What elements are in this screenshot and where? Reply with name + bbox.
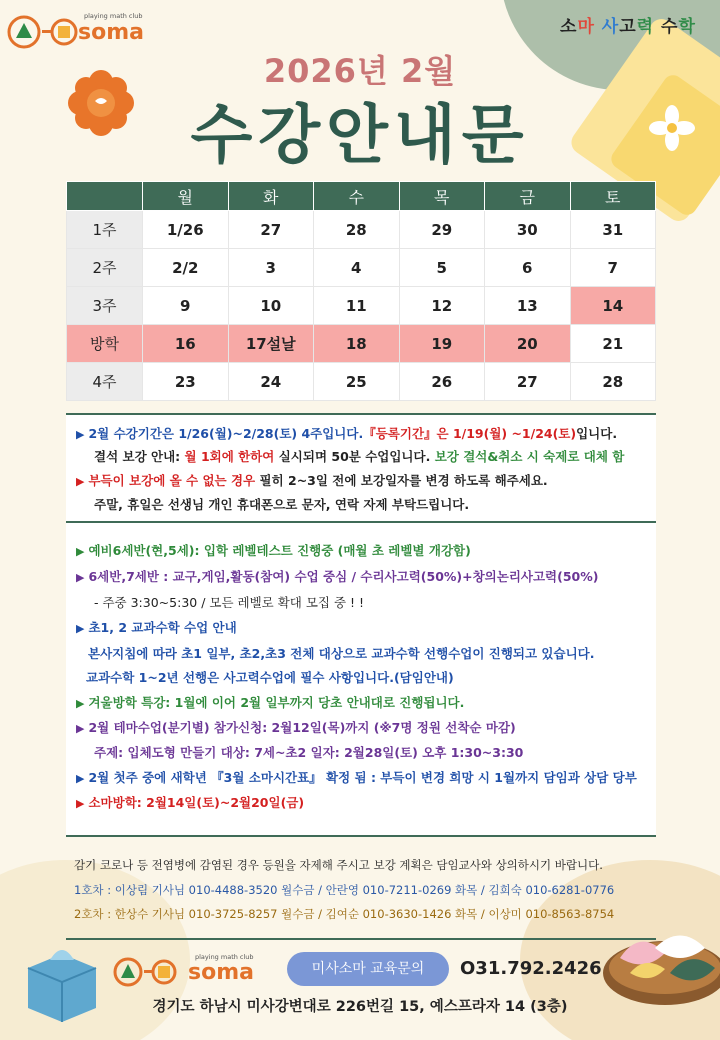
info-line-vacation bbox=[76, 795, 304, 812]
info-line-required: 교과수학 1~2년 선행은 사고력수업에 필수 사항입니다.(담임안내) bbox=[86, 670, 454, 685]
info-text: 2월 테마수업(분기별) 참가신청: 2월12일(목)까지 (※7명 정원 선착순 마감) bbox=[88, 720, 516, 735]
date-cell: 5 bbox=[399, 249, 485, 287]
triangle-bullet-icon: ▶ bbox=[76, 622, 85, 635]
calendar-header-row bbox=[67, 182, 656, 211]
date-cell: 10 bbox=[228, 287, 314, 325]
info-line-winter bbox=[76, 695, 464, 712]
address: 경기도 하남시 미사강변대로 226번길 15, 예스프라자 14 (3층) bbox=[152, 999, 568, 1015]
date-cell-holiday: 18 bbox=[314, 325, 400, 363]
info-text-highlight: 『등록기간』은 1/19(월) ~1/24(토) bbox=[363, 426, 577, 441]
brand-char: 사 bbox=[601, 17, 620, 37]
date-cell-holiday: 17설날 bbox=[228, 325, 314, 363]
triangle-bullet-icon: ▶ bbox=[76, 797, 85, 810]
date-cell: 26 bbox=[399, 363, 485, 401]
info-line-makeup bbox=[94, 449, 624, 465]
week-label: 1주 bbox=[67, 211, 143, 249]
info-text: 예비6세반(현,5세): 입학 레벨테스트 진행중 (매월 초 레벨별 개강함) bbox=[88, 543, 471, 558]
date-cell-holiday: 16 bbox=[143, 325, 229, 363]
info-line-pre6 bbox=[76, 543, 471, 560]
info-text-highlight: 부득이 보강에 올 수 없는 경우 bbox=[88, 473, 256, 488]
footer-logo-wordmark: soma bbox=[188, 960, 254, 985]
info-text-highlight: 보강 결석&취소 시 숙제로 대체 함 bbox=[434, 449, 625, 464]
day-header: 토 bbox=[570, 182, 656, 211]
info-line-theme bbox=[76, 720, 516, 737]
date-cell: 2/2 bbox=[143, 249, 229, 287]
date-cell: 29 bbox=[399, 211, 485, 249]
section-divider bbox=[66, 521, 656, 523]
logo-tagline: playing math club bbox=[84, 12, 143, 20]
day-header: 화 bbox=[228, 182, 314, 211]
date-cell: 27 bbox=[228, 211, 314, 249]
info-text: 결석 보강 안내: bbox=[94, 449, 185, 464]
brand-char: 마 bbox=[577, 17, 595, 37]
week-row bbox=[67, 287, 656, 325]
logo-wordmark: soma bbox=[78, 20, 144, 45]
date-cell: 1/26 bbox=[143, 211, 229, 249]
date-cell-holiday: 19 bbox=[399, 325, 485, 363]
date-cell: 27 bbox=[485, 363, 571, 401]
info-text-highlight: 월 1회에 한하여 bbox=[184, 449, 275, 464]
week-label: 4주 bbox=[67, 363, 143, 401]
triangle-bullet-icon: ▶ bbox=[76, 772, 85, 785]
info-text: 입니다. bbox=[576, 426, 618, 441]
date-cell: 4 bbox=[314, 249, 400, 287]
date-cell: 13 bbox=[485, 287, 571, 325]
triangle-bullet-icon: ▶ bbox=[76, 697, 85, 710]
bus-1-info: 1호차 : 이상림 기사님 010-4488-3520 월수금 / 안란영 010-7211-0269 화목 / 김희숙 010-6281-0776 bbox=[74, 883, 615, 897]
brand-char: 고 bbox=[619, 17, 637, 37]
date-cell: 21 bbox=[570, 325, 656, 363]
info-text: 소마방학: 2월14일(토)~2월20일(금) bbox=[88, 795, 305, 810]
info-line-6-7 bbox=[76, 569, 598, 586]
date-cell: 23 bbox=[143, 363, 229, 401]
info-line-makeup-change bbox=[76, 473, 548, 490]
week-label: 방학 bbox=[67, 325, 143, 363]
info-text: 필히 2~3일 전에 보강일자를 변경 하도록 해주세요. bbox=[255, 473, 548, 488]
day-header: 수 bbox=[314, 182, 400, 211]
info-line-theme-detail: 주제: 입체도형 만들기 대상: 7세~초2 일자: 2월28일(토) 오후 1:30~3:30 bbox=[94, 745, 524, 760]
day-header: 금 bbox=[485, 182, 571, 211]
info-text: 초1, 2 교과수학 수업 안내 bbox=[88, 620, 237, 635]
date-cell-holiday: 14 bbox=[570, 287, 656, 325]
week-row bbox=[67, 363, 656, 401]
triangle-bullet-icon: ▶ bbox=[76, 571, 85, 584]
triangle-bullet-icon: ▶ bbox=[76, 475, 85, 488]
triangle-bullet-icon: ▶ bbox=[76, 428, 85, 441]
date-cell: 11 bbox=[314, 287, 400, 325]
info-line-schedule: - 주중 3:30~5:30 / 모든 레벨로 확대 모집 중 ! ! bbox=[94, 595, 364, 610]
day-header: 월 bbox=[143, 182, 229, 211]
phone-number[interactable]: O31.792.2426 bbox=[460, 958, 602, 979]
week-row bbox=[67, 211, 656, 249]
vacation-row bbox=[67, 325, 656, 363]
info-line-weekend: 주말, 휴일은 선생님 개인 휴대폰으로 문자, 연락 자제 부탁드립니다. bbox=[94, 497, 470, 512]
info-line-guideline: 본사지침에 따라 초1 일부, 초2,초3 전체 대상으로 교과수학 선행수업이 진행되고 있습니다. bbox=[88, 646, 595, 661]
date-cell: 31 bbox=[570, 211, 656, 249]
date-cell: 30 bbox=[485, 211, 571, 249]
brand-right bbox=[560, 12, 696, 37]
brand-char: 소 bbox=[560, 17, 578, 37]
info-text: 2월 수강기간은 1/26(월)~2/28(토) 4주입니다. bbox=[88, 426, 364, 441]
date-cell: 7 bbox=[570, 249, 656, 287]
page-title: 수강안내문 bbox=[190, 99, 530, 173]
info-box bbox=[66, 413, 656, 837]
bus-2-info: 2호차 : 한상수 기사님 010-3725-8257 월수금 / 김여순 010-3630-1426 화목 / 이상미 010-8563-8754 bbox=[74, 907, 615, 921]
info-text: 2월 첫주 중에 새학년 『3월 소마시간표』 확정 됨 : 부득이 변경 희망 시 1월까지 담임과 상담 당부 bbox=[88, 770, 637, 785]
week-label: 2주 bbox=[67, 249, 143, 287]
week-label: 3주 bbox=[67, 287, 143, 325]
info-text: 겨울방학 특강: 1월에 이어 2월 일부까지 당초 안내대로 진행됩니다. bbox=[88, 695, 465, 710]
date-cell: 28 bbox=[570, 363, 656, 401]
date-cell: 24 bbox=[228, 363, 314, 401]
date-cell: 3 bbox=[228, 249, 314, 287]
info-text: 실시되며 50분 수업입니다. bbox=[274, 449, 435, 464]
month-title: 2026년 2월 bbox=[263, 52, 457, 90]
date-cell-holiday: 20 bbox=[485, 325, 571, 363]
date-cell: 9 bbox=[143, 287, 229, 325]
brand-space bbox=[654, 17, 661, 37]
date-cell: 12 bbox=[399, 287, 485, 325]
info-line-timetable bbox=[76, 770, 637, 787]
date-cell: 25 bbox=[314, 363, 400, 401]
brand-char: 학 bbox=[678, 17, 696, 37]
day-header: 목 bbox=[399, 182, 485, 211]
info-line-period bbox=[76, 426, 617, 443]
brand-char: 력 bbox=[636, 17, 655, 37]
date-cell: 6 bbox=[485, 249, 571, 287]
info-text: 6세반,7세반 : 교구,게임,활동(참여) 수업 중심 / 수리사고력(50%)+창의논리사고력(50%) bbox=[88, 569, 599, 584]
date-cell: 28 bbox=[314, 211, 400, 249]
inquiry-pill: 미사소마 교육문의 bbox=[287, 952, 449, 986]
schedule-calendar bbox=[66, 181, 656, 401]
week-row bbox=[67, 249, 656, 287]
footer-divider bbox=[66, 938, 656, 940]
brand-char: 수 bbox=[661, 17, 679, 37]
footer-logo-tagline: playing math club bbox=[195, 953, 254, 961]
health-notice: 감기 코로나 등 전염병에 감염된 경우 등원을 자제해 주시고 보강 계획은 담임교사와 상의하시기 바랍니다. bbox=[74, 858, 603, 872]
brand-space bbox=[595, 17, 602, 37]
info-line-school-math bbox=[76, 620, 237, 637]
triangle-bullet-icon: ▶ bbox=[76, 722, 85, 735]
calendar-corner bbox=[67, 182, 143, 211]
triangle-bullet-icon: ▶ bbox=[76, 545, 85, 558]
